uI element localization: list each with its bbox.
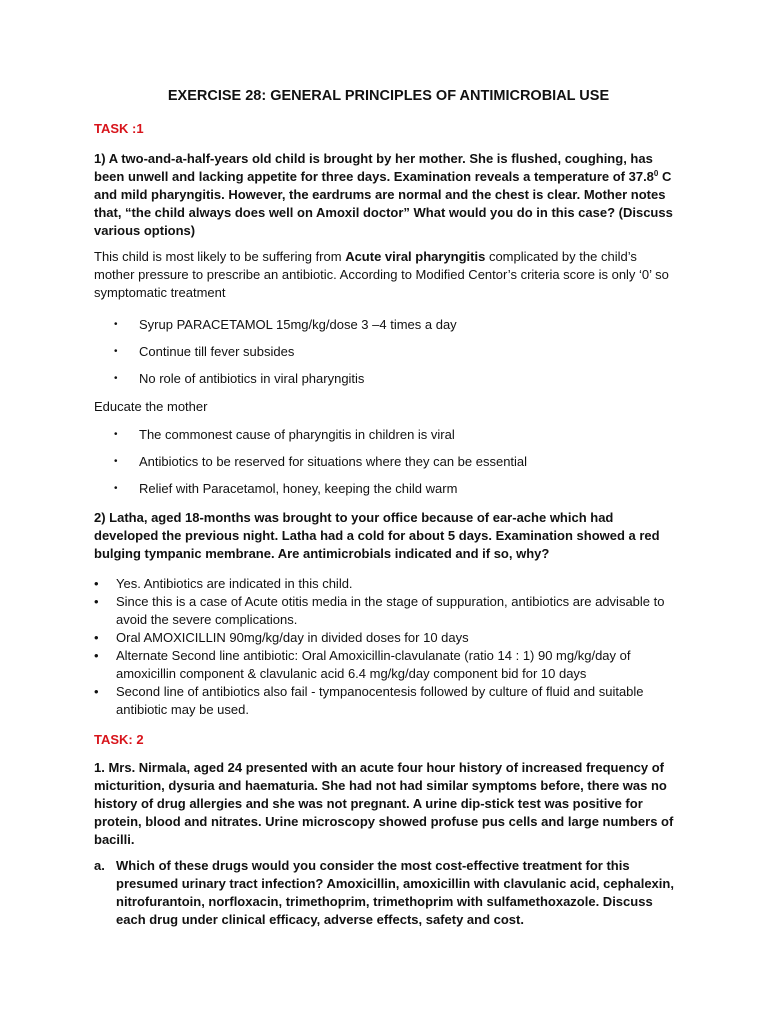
list-item bbox=[94, 629, 679, 647]
list-item-text: Continue till fever subsides bbox=[139, 344, 295, 359]
answer-1-rest: complicated by the child’s mother pressure to prescribe an antibiotic. According to Modified Centor’s criteria score is only ‘0’ so symptomatic treatment bbox=[94, 249, 669, 300]
list-item-text: Since this is a case of Acute otitis media in the stage of suppuration, antibiotics are advisable to avoid the severe complications. bbox=[116, 594, 665, 627]
bullet-icon: • bbox=[94, 648, 99, 663]
list-item-text: Antibiotics to be reserved for situations where they can be essential bbox=[139, 454, 528, 469]
list-item-text: Relief with Paracetamol, honey, keeping the child warm bbox=[139, 481, 458, 496]
list-item bbox=[94, 683, 679, 719]
task-1-question-1 bbox=[94, 150, 679, 240]
list-item-text: Yes. Antibiotics are indicated in this child. bbox=[116, 576, 353, 591]
list-item bbox=[94, 426, 679, 444]
list-item bbox=[94, 647, 679, 683]
task-1-question-1-part-1: 1) A two-and-a-half-years old child is brought by her mother. She is flushed, coughing, has been unwell and lacking appetite for three days. Examination reveals a temperature of 37.8 bbox=[94, 151, 654, 184]
list-item-text: No role of antibiotics in viral pharyngitis bbox=[139, 371, 365, 386]
bullet-icon: • bbox=[94, 594, 99, 609]
list-item bbox=[94, 593, 679, 629]
bullet-icon: • bbox=[114, 319, 118, 330]
bullet-icon: • bbox=[114, 456, 118, 467]
bullet-icon: • bbox=[114, 346, 118, 357]
treatment-list bbox=[94, 316, 679, 388]
list-item bbox=[94, 480, 679, 498]
bullet-icon: • bbox=[94, 576, 99, 591]
answer-2-list bbox=[94, 575, 679, 719]
list-item bbox=[94, 575, 679, 593]
answer-1-intro: This child is most likely to be suffering from bbox=[94, 249, 346, 264]
answer-1-diagnosis: Acute viral pharyngitis bbox=[345, 249, 486, 264]
list-item-text: Second line of antibiotics also fail - tympanocentesis followed by culture of fluid and suitable antibiotic may be used. bbox=[116, 684, 644, 717]
task-1-answer-1 bbox=[94, 248, 679, 302]
bullet-icon: • bbox=[114, 373, 118, 384]
list-item-text: Oral AMOXICILLIN 90mg/kg/day in divided doses for 10 days bbox=[116, 630, 469, 645]
educate-list bbox=[94, 426, 679, 498]
question-a-text: Which of these drugs would you consider the most cost-effective treatment for this presumed urinary tract infection? Amoxicillin, amoxicillin with clavulanic acid, cephalexin, nitrofurantoin, norfloxacin, trimethoprim, trimethoprim with sulfamethoxazole. Discuss each drug under clinical efficacy, adverse effects, safety and cost. bbox=[116, 858, 674, 927]
list-item bbox=[94, 316, 679, 334]
task-2-question-1: 1. Mrs. Nirmala, aged 24 presented with an acute four hour history of increased frequency of micturition, dysuria and haematuria. She had not had similar symptoms before, there was no history of drug allergies and she was not pregnant. A urine dip-stick test was positive for protein, blood and nitrates. Urine microscopy showed profuse pus cells and large numbers of bacilli. bbox=[94, 760, 674, 847]
bullet-icon: • bbox=[114, 483, 118, 494]
task-1-label: TASK :1 bbox=[94, 121, 144, 136]
list-item bbox=[94, 453, 679, 471]
task-2-label: TASK: 2 bbox=[94, 732, 144, 747]
list-item bbox=[94, 343, 679, 361]
list-item-text: Syrup PARACETAMOL 15mg/kg/dose 3 –4 times a day bbox=[139, 317, 457, 332]
degree-superscript: 0 bbox=[653, 169, 659, 178]
document-content bbox=[94, 86, 679, 929]
list-item bbox=[94, 370, 679, 388]
bullet-icon: • bbox=[94, 684, 99, 699]
task-2-question-a bbox=[94, 857, 679, 929]
bullet-icon: • bbox=[114, 429, 118, 440]
list-item-text: Alternate Second line antibiotic: Oral Amoxicillin-clavulanate (ratio 14 : 1) 90 mg/kg/day of amoxicillin component & clavulanic acid 6.4 mg/kg/day component bid for 10 days bbox=[116, 648, 631, 681]
list-item-text: The commonest cause of pharyngitis in children is viral bbox=[139, 427, 455, 442]
question-a-label: a. bbox=[94, 858, 105, 873]
bullet-icon: • bbox=[94, 630, 99, 645]
page-title: EXERCISE 28: GENERAL PRINCIPLES OF ANTIMICROBIAL USE bbox=[167, 88, 610, 104]
task-1-question-1-part-2: C and mild pharyngitis. However, the eardrums are normal and the chest is clear. Mother notes that, “the child always does well on Amoxil doctor” What would you do in this case? (Discuss various options) bbox=[94, 169, 673, 238]
task-1-question-2: 2) Latha, aged 18-months was brought to your office because of ear-ache which had developed the previous night. Latha had a cold for about 5 days. Examination showed a red bulging tympanic membrane. Are antimicrobials indicated and if so, why? bbox=[94, 510, 660, 561]
educate-heading: Educate the mother bbox=[94, 399, 208, 414]
